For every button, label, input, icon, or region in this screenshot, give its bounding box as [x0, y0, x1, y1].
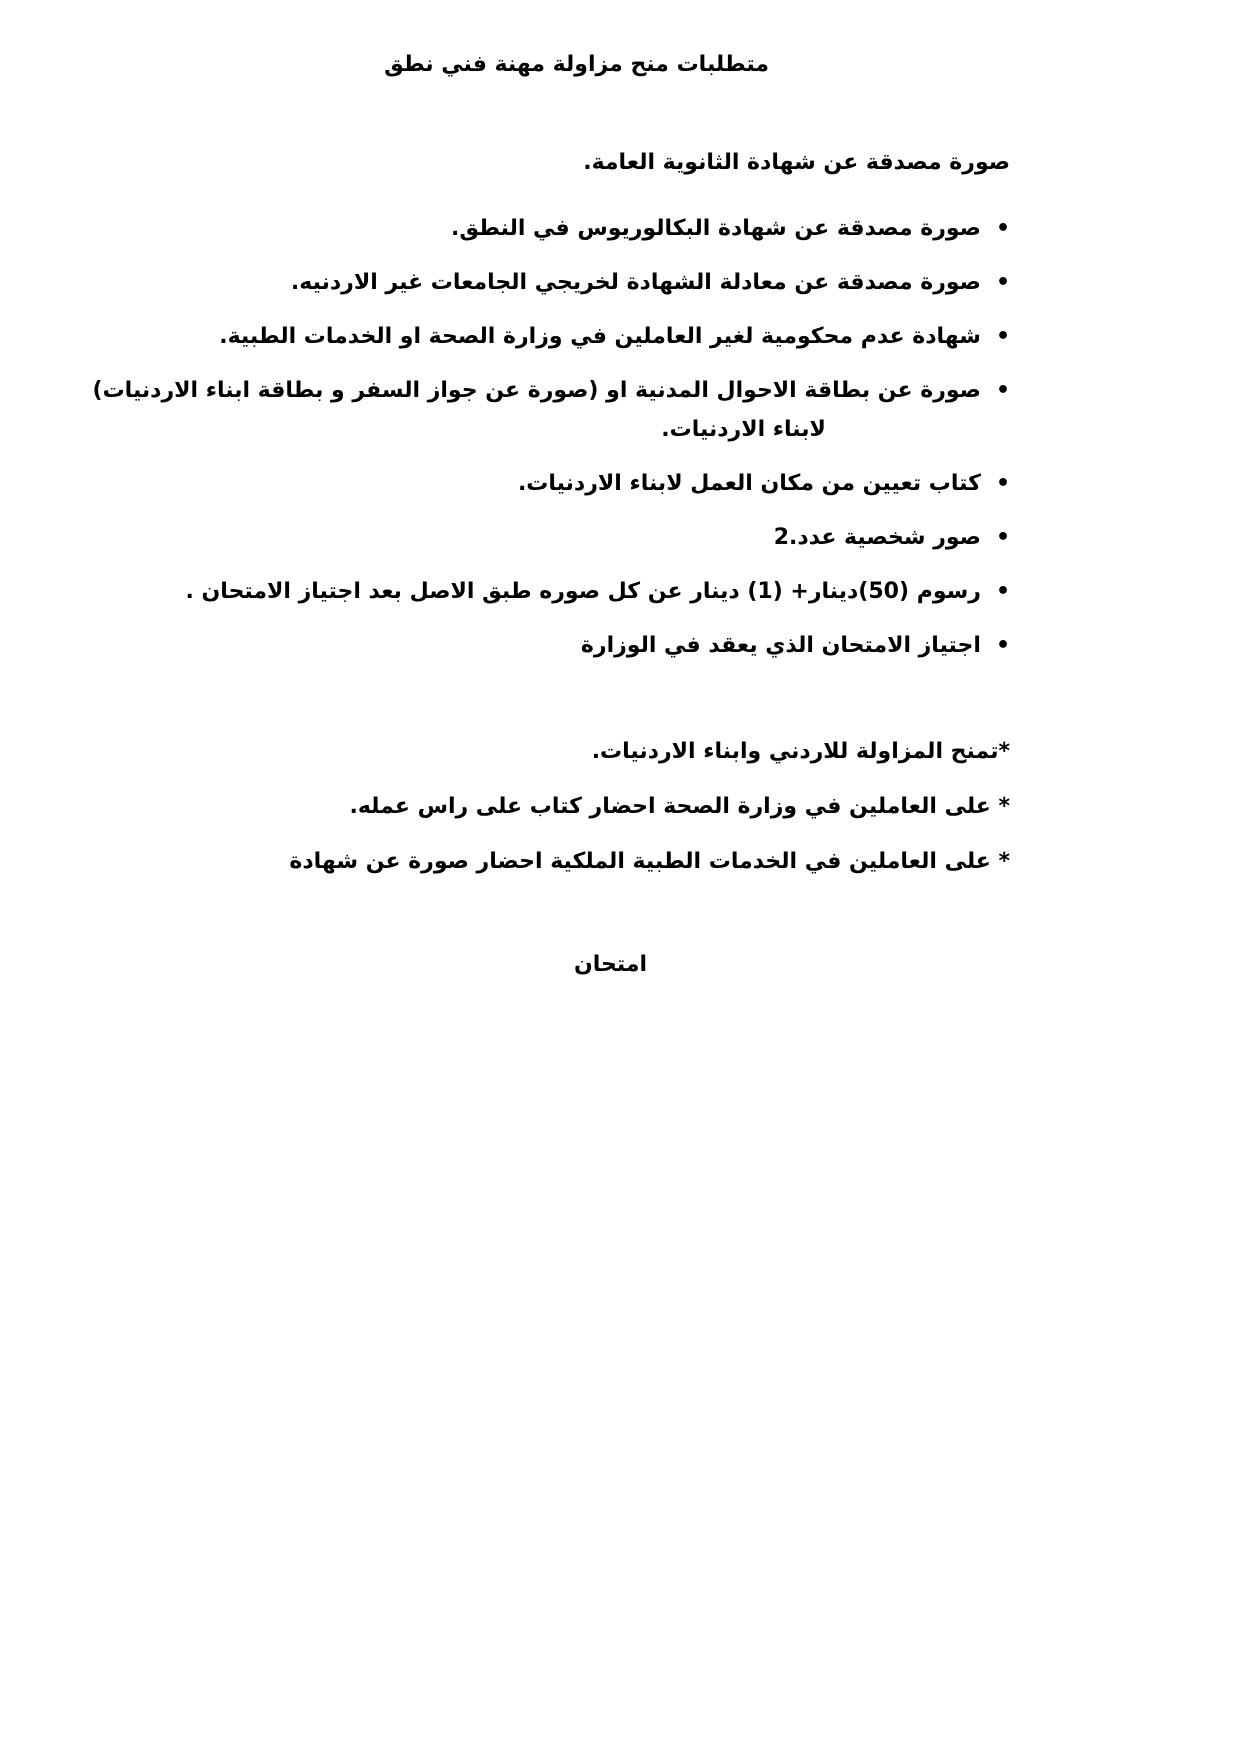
note-line: * على العاملين في الخدمات الطبية الملكية احضار صورة عن شهادة: [289, 849, 1010, 874]
requirements-list: [93, 212, 1010, 683]
requirement-item: [93, 575, 1010, 608]
requirement-item: [93, 212, 1010, 245]
bullet-icon: •: [995, 378, 1010, 403]
bullet-icon: •: [995, 633, 1010, 658]
bullet-icon: •: [995, 579, 1010, 604]
requirement-text: كتاب تعيين من مكان العمل لابناء الاردنيات.: [517, 471, 981, 496]
requirement-item: [93, 266, 1010, 299]
requirement-item: [93, 629, 1010, 662]
requirement-text: اجتياز الامتحان الذي يعقد في الوزارة: [580, 633, 981, 658]
requirement-item: [93, 374, 1010, 446]
intro-line: صورة مصدقة عن شهادة الثانوية العامة.: [583, 150, 1010, 175]
notes-section: [289, 735, 1010, 900]
requirement-item: [93, 320, 1010, 353]
note-line: * على العاملين في وزارة الصحة احضار كتاب على راس عمله.: [349, 794, 1010, 819]
document-title: متطلبات منح مزاولة مهنة فني نطق: [384, 52, 769, 77]
exam-word: امتحان: [573, 952, 648, 977]
requirement-item: [93, 521, 1010, 554]
requirement-text: صور شخصية عدد.2: [773, 525, 981, 550]
requirement-text: رسوم (50)دينار+ (1) دينار عن كل صوره طبق الاصل بعد اجتياز الامتحان .: [185, 579, 981, 604]
requirement-text-line2: لابناء الاردنيات.: [661, 417, 826, 442]
requirement-text: صورة مصدقة عن معادلة الشهادة لخريجي الجامعات غير الاردنيه.: [290, 270, 981, 295]
requirement-item: [93, 467, 1010, 500]
requirement-text: شهادة عدم محكومية لغير العاملين في وزارة الصحة او الخدمات الطبية.: [219, 324, 981, 349]
bullet-icon: •: [995, 270, 1010, 295]
bullet-icon: •: [995, 324, 1010, 349]
bullet-icon: •: [995, 216, 1010, 241]
requirement-text: صورة مصدقة عن شهادة البكالوريوس في النطق.: [450, 216, 981, 241]
bullet-icon: •: [995, 471, 1010, 496]
note-line: *تمنح المزاولة للاردني وابناء الاردنيات.: [591, 739, 1010, 764]
requirement-text: صورة عن بطاقة الاحوال المدنية او (صورة عن جواز السفر و بطاقة ابناء الاردنيات): [92, 378, 981, 403]
bullet-icon: •: [995, 525, 1010, 550]
